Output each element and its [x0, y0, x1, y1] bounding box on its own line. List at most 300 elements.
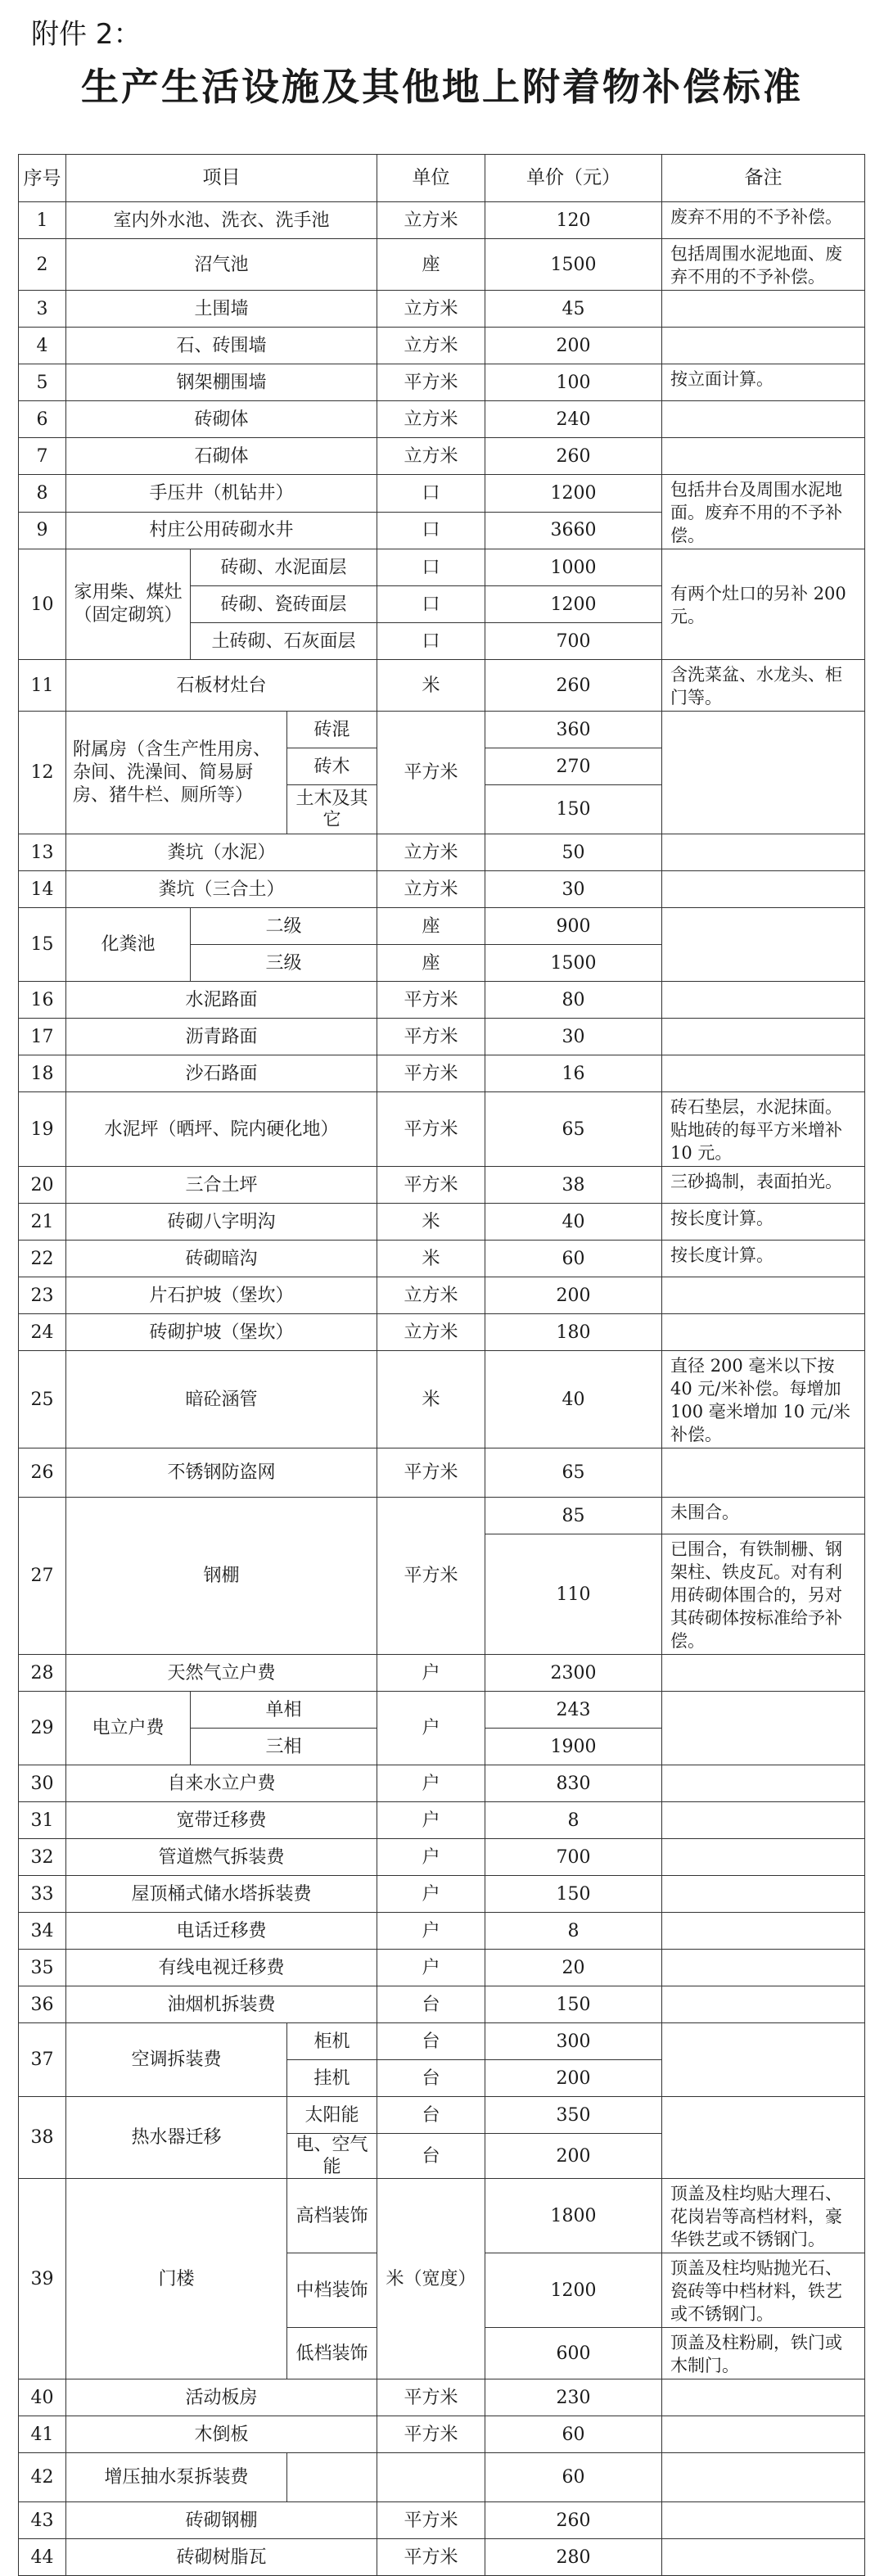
- table-cell: 1200: [485, 2253, 662, 2328]
- table-cell: 39: [19, 2179, 66, 2379]
- table-cell: 沼气池: [66, 239, 377, 291]
- table-row: [19, 834, 865, 871]
- table-cell: 平方米: [377, 1498, 485, 1655]
- note-cell: 直径 200 毫米以下按 40 元/米补偿。每增加 100 毫米增加 10 元/米补偿。: [662, 1351, 865, 1448]
- table-cell: 243: [485, 1692, 662, 1729]
- note-cell: [662, 982, 865, 1019]
- note-cell: [662, 1802, 865, 1839]
- table-cell: 砖砌体: [66, 401, 377, 438]
- note-cell: 有两个灶口的另补 200 元。: [662, 549, 865, 660]
- table-cell: 三合土坪: [66, 1167, 377, 1204]
- table-cell: 1200: [485, 475, 662, 513]
- table-cell: 立方米: [377, 401, 485, 438]
- table-cell: 150: [485, 1986, 662, 2023]
- table-cell: 40: [485, 1204, 662, 1241]
- table-cell: 4: [19, 328, 66, 364]
- table-cell: 700: [485, 1839, 662, 1876]
- table-cell: 口: [377, 475, 485, 513]
- note-cell: [662, 1839, 865, 1876]
- table-cell: 台: [377, 2023, 485, 2060]
- table-cell: 1000: [485, 549, 662, 586]
- note-cell: 按立面计算。: [662, 364, 865, 401]
- note-cell: [662, 1314, 865, 1351]
- note-cell: 顶盖及柱均贴大理石、花岗岩等高档材料，豪华铁艺或不锈钢门。: [662, 2179, 865, 2253]
- table-cell: 米: [377, 1351, 485, 1448]
- table-cell: 20: [485, 1950, 662, 1986]
- table-cell: 平方米: [377, 1448, 485, 1498]
- table-cell: 户: [377, 1655, 485, 1692]
- note-cell: [662, 1765, 865, 1802]
- table-cell: 8: [485, 1913, 662, 1950]
- table-row: [19, 364, 865, 401]
- table-cell: 45: [485, 291, 662, 328]
- table-cell: 30: [485, 1019, 662, 1055]
- header-note: 备注: [662, 155, 865, 202]
- note-cell: [662, 1986, 865, 2023]
- table-cell: 电、空气能: [287, 2134, 377, 2179]
- table-cell: 三相: [191, 1729, 377, 1765]
- table-cell: 900: [485, 908, 662, 945]
- table-cell: 8: [485, 1802, 662, 1839]
- table-cell: 米: [377, 660, 485, 712]
- table-row: [19, 475, 865, 513]
- table-cell: 电立户费: [66, 1692, 191, 1765]
- note-cell: [662, 2097, 865, 2179]
- table-cell: 18: [19, 1055, 66, 1092]
- table-cell: 25: [19, 1351, 66, 1448]
- table-cell: 砖木: [287, 748, 377, 785]
- table-cell: 24: [19, 1314, 66, 1351]
- table-cell: 口: [377, 512, 485, 549]
- table-cell: 平方米: [377, 2416, 485, 2453]
- table-cell: 43: [19, 2502, 66, 2539]
- table-cell: 二级: [191, 908, 377, 945]
- table-row: [19, 239, 865, 291]
- table-cell: 29: [19, 1692, 66, 1765]
- note-cell: [662, 2453, 865, 2502]
- note-cell: [662, 1913, 865, 1950]
- note-cell: [662, 2023, 865, 2097]
- table-cell: 台: [377, 1986, 485, 2023]
- table-row: [19, 1498, 865, 1534]
- table-cell: 80: [485, 982, 662, 1019]
- table-cell: 暗砼涵管: [66, 1351, 377, 1448]
- table-row: [19, 660, 865, 712]
- table-cell: 米: [377, 1204, 485, 1241]
- table-cell: 平方米: [377, 2379, 485, 2416]
- table-cell: 户: [377, 1839, 485, 1876]
- note-cell: 按长度计算。: [662, 1241, 865, 1277]
- table-cell: 宽带迁移费: [66, 1802, 377, 1839]
- table-row: [19, 438, 865, 475]
- table-cell: 7: [19, 438, 66, 475]
- table-row: [19, 549, 865, 586]
- note-cell: 含洗菜盆、水龙头、柜门等。: [662, 660, 865, 712]
- table-cell: 中档装饰: [287, 2253, 377, 2328]
- note-cell: [662, 2539, 865, 2576]
- table-row: [19, 982, 865, 1019]
- table-cell: 台: [377, 2060, 485, 2097]
- table-cell: 钢架棚围墙: [66, 364, 377, 401]
- table-cell: 化粪池: [66, 908, 191, 982]
- table-cell: 16: [19, 982, 66, 1019]
- table-row: [19, 2179, 865, 2253]
- table-cell: 260: [485, 660, 662, 712]
- table-cell: 平方米: [377, 1055, 485, 1092]
- note-cell: [662, 1655, 865, 1692]
- table-row: [19, 1019, 865, 1055]
- table-cell: 木倒板: [66, 2416, 377, 2453]
- table-cell: 9: [19, 512, 66, 549]
- table-cell: 65: [485, 1448, 662, 1498]
- table-cell: 19: [19, 1092, 66, 1167]
- table-row: [19, 291, 865, 328]
- table-cell: 30: [485, 871, 662, 908]
- table-cell: 高档装饰: [287, 2179, 377, 2253]
- table-cell: 土砖砌、石灰面层: [191, 623, 377, 660]
- table-cell: 200: [485, 2134, 662, 2179]
- table-cell: 14: [19, 871, 66, 908]
- table-cell: 钢棚: [66, 1498, 377, 1655]
- table-cell: 户: [377, 1765, 485, 1802]
- table-cell: 砖砌、瓷砖面层: [191, 586, 377, 623]
- table-cell: 三级: [191, 945, 377, 982]
- table-row: [19, 908, 865, 945]
- table-cell: 立方米: [377, 1277, 485, 1314]
- note-cell: [662, 1277, 865, 1314]
- table-cell: 100: [485, 364, 662, 401]
- table-cell: 户: [377, 1950, 485, 1986]
- table-row: [19, 2023, 865, 2060]
- table-cell: 360: [485, 712, 662, 748]
- table-cell: 低档装饰: [287, 2328, 377, 2379]
- table-cell: 38: [485, 1167, 662, 1204]
- table-cell: 门楼: [66, 2179, 287, 2379]
- header-item: 项目: [66, 155, 377, 202]
- note-cell: [662, 328, 865, 364]
- table-row: [19, 1055, 865, 1092]
- table-cell: 1800: [485, 2179, 662, 2253]
- table-cell: 50: [485, 834, 662, 871]
- table-cell: 2: [19, 239, 66, 291]
- table-cell: 700: [485, 623, 662, 660]
- table-cell: 增压抽水泵拆装费: [66, 2453, 287, 2502]
- table-row: [19, 2379, 865, 2416]
- table-cell: 42: [19, 2453, 66, 2502]
- table-row: [19, 1913, 865, 1950]
- table-row: [19, 1167, 865, 1204]
- table-cell: 40: [485, 1351, 662, 1448]
- table-cell: 350: [485, 2097, 662, 2134]
- table-cell: 60: [485, 1241, 662, 1277]
- table-row: [19, 1448, 865, 1498]
- table-row: [19, 2416, 865, 2453]
- table-row: [19, 1092, 865, 1167]
- note-cell: 包括井台及周围水泥地面。废弃不用的不予补偿。: [662, 475, 865, 549]
- table-cell: 180: [485, 1314, 662, 1351]
- table-cell: 3: [19, 291, 66, 328]
- table-cell: 230: [485, 2379, 662, 2416]
- table-row: [19, 1277, 865, 1314]
- table-cell: 立方米: [377, 1314, 485, 1351]
- note-cell: 顶盖及柱粉刷，铁门或木制门。: [662, 2328, 865, 2379]
- table-cell: 水泥路面: [66, 982, 377, 1019]
- table-cell: 立方米: [377, 291, 485, 328]
- table-cell: 室内外水池、洗衣、洗手池: [66, 202, 377, 239]
- table-row: [19, 1314, 865, 1351]
- table-cell: 600: [485, 2328, 662, 2379]
- table-cell: 柜机: [287, 2023, 377, 2060]
- table-cell: 平方米: [377, 1167, 485, 1204]
- note-cell: [662, 871, 865, 908]
- table-cell: 土围墙: [66, 291, 377, 328]
- table-cell: 户: [377, 1692, 485, 1765]
- header-no: 序号: [19, 155, 66, 202]
- table-cell: 户: [377, 1802, 485, 1839]
- table-row: [19, 2539, 865, 2576]
- table-cell: 沙石路面: [66, 1055, 377, 1092]
- note-cell: [662, 2502, 865, 2539]
- note-cell: [662, 712, 865, 834]
- table-cell: 座: [377, 945, 485, 982]
- table-row: [19, 328, 865, 364]
- table-cell: 260: [485, 2502, 662, 2539]
- table-cell: 260: [485, 438, 662, 475]
- table-cell: 粪坑（三合土）: [66, 871, 377, 908]
- table-cell: 平方米: [377, 2539, 485, 2576]
- table-cell: 热水器迁移: [66, 2097, 287, 2179]
- table-cell: 10: [19, 549, 66, 660]
- table-row: [19, 1950, 865, 1986]
- table-cell: 5: [19, 364, 66, 401]
- table-cell: 35: [19, 1950, 66, 1986]
- table-cell: 1900: [485, 1729, 662, 1765]
- note-cell: [662, 908, 865, 982]
- table-cell: 砖砌钢棚: [66, 2502, 377, 2539]
- table-cell: 台: [377, 2134, 485, 2179]
- table-cell: 15: [19, 908, 66, 982]
- table-cell: 天然气立户费: [66, 1655, 377, 1692]
- table-cell: 砖砌树脂瓦: [66, 2539, 377, 2576]
- table-row: [19, 1655, 865, 1692]
- table-cell: 石板材灶台: [66, 660, 377, 712]
- table-cell: 26: [19, 1448, 66, 1498]
- table-cell: 60: [485, 2416, 662, 2453]
- table-cell: 150: [485, 785, 662, 834]
- table-cell: 11: [19, 660, 66, 712]
- table-cell: 座: [377, 908, 485, 945]
- table-cell: 85: [485, 1498, 662, 1534]
- table-cell: 27: [19, 1498, 66, 1655]
- table-cell: 手压井（机钻井）: [66, 475, 377, 513]
- note-cell: 按长度计算。: [662, 1204, 865, 1241]
- table-row: [19, 1986, 865, 2023]
- table-cell: 油烟机拆装费: [66, 1986, 377, 2023]
- table-cell: 立方米: [377, 871, 485, 908]
- table-cell: 村庄公用砖砌水井: [66, 512, 377, 549]
- table-cell: 12: [19, 712, 66, 834]
- table-cell: 8: [19, 475, 66, 513]
- table-cell: 60: [485, 2453, 662, 2502]
- table-cell: 1500: [485, 945, 662, 982]
- table-cell: 户: [377, 1876, 485, 1913]
- table-cell: 120: [485, 202, 662, 239]
- note-cell: [662, 1019, 865, 1055]
- table-row: [19, 1204, 865, 1241]
- table-cell: 立方米: [377, 202, 485, 239]
- table-cell: 20: [19, 1167, 66, 1204]
- table-row: [19, 1839, 865, 1876]
- table-cell: 土木及其它: [287, 785, 377, 834]
- table-cell: 6: [19, 401, 66, 438]
- table-cell: 平方米: [377, 364, 485, 401]
- table-cell: 立方米: [377, 328, 485, 364]
- table-row: [19, 2453, 865, 2502]
- note-cell: [662, 1692, 865, 1765]
- table-cell: 家用柴、煤灶（固定砌筑）: [66, 549, 191, 660]
- table-cell: 36: [19, 1986, 66, 2023]
- table-cell: 31: [19, 1802, 66, 1839]
- table-cell: 粪坑（水泥）: [66, 834, 377, 871]
- table-cell: 口: [377, 549, 485, 586]
- table-cell: 13: [19, 834, 66, 871]
- table-cell: 不锈钢防盗网: [66, 1448, 377, 1498]
- note-cell: 包括周围水泥地面、废弃不用的不予补偿。: [662, 239, 865, 291]
- table-cell: 22: [19, 1241, 66, 1277]
- table-cell: 户: [377, 1913, 485, 1950]
- table-cell: 立方米: [377, 834, 485, 871]
- table-cell: 平方米: [377, 1092, 485, 1167]
- table-cell: 270: [485, 748, 662, 785]
- table-row: [19, 1241, 865, 1277]
- header-price: 单价（元）: [485, 155, 662, 202]
- table-cell: 平方米: [377, 982, 485, 1019]
- table-cell: 200: [485, 2060, 662, 2097]
- table-header-row: [19, 155, 865, 202]
- note-cell: [662, 1055, 865, 1092]
- table-cell: 28: [19, 1655, 66, 1692]
- table-row: [19, 1692, 865, 1729]
- table-cell: 830: [485, 1765, 662, 1802]
- table-cell: 41: [19, 2416, 66, 2453]
- table-cell: 200: [485, 328, 662, 364]
- table-cell: 米: [377, 1241, 485, 1277]
- table-row: [19, 871, 865, 908]
- table-cell: 21: [19, 1204, 66, 1241]
- table-cell: 屋顶桶式储水塔拆装费: [66, 1876, 377, 1913]
- table-cell: 活动板房: [66, 2379, 377, 2416]
- table-cell: 23: [19, 1277, 66, 1314]
- note-cell: [662, 834, 865, 871]
- table-row: [19, 1765, 865, 1802]
- table-cell: 附属房（含生产性用房、杂间、洗澡间、简易厨房、猪牛栏、厕所等）: [66, 712, 287, 834]
- note-cell: 砖石垫层，水泥抹面。贴地砖的每平方米增补 10 元。: [662, 1092, 865, 1167]
- table-cell: 17: [19, 1019, 66, 1055]
- table-cell: 水泥坪（晒坪、院内硬化地）: [66, 1092, 377, 1167]
- table-row: [19, 202, 865, 239]
- table-cell: 200: [485, 1277, 662, 1314]
- table-cell: 座: [377, 239, 485, 291]
- note-cell: [662, 1876, 865, 1913]
- table-cell: 40: [19, 2379, 66, 2416]
- note-cell: 废弃不用的不予补偿。: [662, 202, 865, 239]
- table-cell: 37: [19, 2023, 66, 2097]
- table-cell: 3660: [485, 512, 662, 549]
- table-cell: 110: [485, 1534, 662, 1655]
- table-cell: 1200: [485, 586, 662, 623]
- table-cell: 2300: [485, 1655, 662, 1692]
- table-cell: 平方米: [377, 2502, 485, 2539]
- table-cell: 30: [19, 1765, 66, 1802]
- table-cell: 自来水立户费: [66, 1765, 377, 1802]
- table-cell: 44: [19, 2539, 66, 2576]
- document-title: 生产生活设施及其他地上附着物补偿标准: [81, 65, 803, 109]
- table-cell: 台: [377, 2097, 485, 2134]
- note-cell: 已围合，有铁制栅、钢架柱、铁皮瓦。对有利用砖砌体围合的，另对其砖砌体按标准给予补偿。: [662, 1534, 865, 1655]
- table-cell: 65: [485, 1092, 662, 1167]
- table-row: [19, 1802, 865, 1839]
- table-cell: 1: [19, 202, 66, 239]
- table-cell: 口: [377, 623, 485, 660]
- note-cell: [662, 1950, 865, 1986]
- table-cell: 石砌体: [66, 438, 377, 475]
- compensation-table: [18, 154, 865, 2576]
- table-cell: 空调拆装费: [66, 2023, 287, 2097]
- table-cell: 砖砌护坡（堡坎）: [66, 1314, 377, 1351]
- table-row: [19, 1876, 865, 1913]
- table-cell: 32: [19, 1839, 66, 1876]
- note-cell: [662, 2379, 865, 2416]
- table-cell: 米（宽度）: [377, 2179, 485, 2379]
- table-cell: 1500: [485, 239, 662, 291]
- table-cell: 34: [19, 1913, 66, 1950]
- table-cell: 平方米: [377, 1019, 485, 1055]
- note-cell: 顶盖及柱均贴抛光石、瓷砖等中档材料，铁艺或不锈钢门。: [662, 2253, 865, 2328]
- table-cell: 240: [485, 401, 662, 438]
- table-row: [19, 401, 865, 438]
- attachment-label: 附件 2：: [31, 18, 142, 51]
- table-cell: 口: [377, 586, 485, 623]
- table-cell: 石、砖围墙: [66, 328, 377, 364]
- table-cell: 砖砌八字明沟: [66, 1204, 377, 1241]
- table-cell: 立方米: [377, 438, 485, 475]
- table-cell: 电话迁移费: [66, 1913, 377, 1950]
- table-cell: 300: [485, 2023, 662, 2060]
- note-cell: 未围合。: [662, 1498, 865, 1534]
- table-cell: 280: [485, 2539, 662, 2576]
- table-cell: 挂机: [287, 2060, 377, 2097]
- table-cell: 沥青路面: [66, 1019, 377, 1055]
- note-cell: [662, 2416, 865, 2453]
- table-cell: [377, 2453, 485, 2502]
- table-cell: 有线电视迁移费: [66, 1950, 377, 1986]
- table-row: [19, 2097, 865, 2134]
- table-cell: 单相: [191, 1692, 377, 1729]
- table-cell: 管道燃气拆装费: [66, 1839, 377, 1876]
- table-row: [19, 712, 865, 748]
- table-cell: 砖砌暗沟: [66, 1241, 377, 1277]
- table-cell: [287, 2453, 377, 2502]
- table-cell: 16: [485, 1055, 662, 1092]
- table-cell: 太阳能: [287, 2097, 377, 2134]
- table-cell: 砖砌、水泥面层: [191, 549, 377, 586]
- note-cell: [662, 1448, 865, 1498]
- table-cell: 33: [19, 1876, 66, 1913]
- note-cell: [662, 401, 865, 438]
- note-cell: [662, 291, 865, 328]
- table-cell: 片石护坡（堡坎）: [66, 1277, 377, 1314]
- table-cell: 平方米: [377, 712, 485, 834]
